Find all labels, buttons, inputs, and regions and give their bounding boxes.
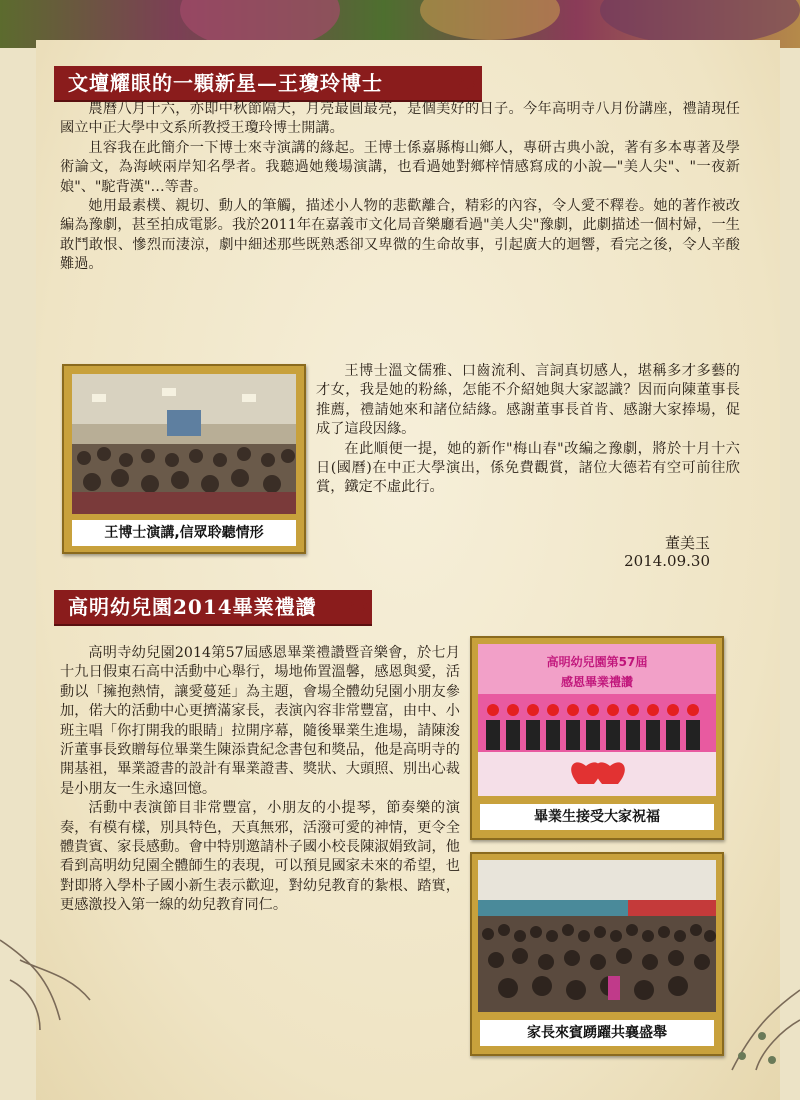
swirl-ornament-icon xyxy=(452,66,482,96)
branch-decoration-right-icon xyxy=(712,960,800,1080)
audience-photo-caption: 家長來賓踴躍共襄盛舉 xyxy=(480,1020,714,1046)
article1-side-text xyxy=(316,362,740,498)
article1-paragraph-2: 且容我在此簡介一下博士來寺演講的緣起。王博士係嘉縣梅山鄉人，專研古典小說，著有多本專著及學術論文，為海峽兩岸知名學者。我聽過她幾場演講，也看過她對鄉梓情感寫成的小說—"美人尖"、"一夜新娘"、"駝背漢"…等書。 xyxy=(60,139,740,195)
article1-author: 董美玉 xyxy=(664,534,710,552)
article1-paragraph-1: 農曆八月十六，亦即中秋節隔天，月亮最圓最亮，是個美好的日子。今年高明寺八月份講座，禮請現任國立中正大學中文系所教授王瓊玲博士開講。 xyxy=(60,101,740,137)
audience-photo-frame xyxy=(470,852,724,1056)
graduation-photo xyxy=(478,644,716,796)
audience-photo xyxy=(478,860,716,1012)
article1-body xyxy=(60,100,740,275)
branch-decoration-left-icon xyxy=(0,920,120,1040)
article2-paragraph-2: 活動中表演節目非常豐富，小朋友的小提琴，節奏樂的演奏，有模有樣，別具特色，天真無邪，活潑可愛的神情，更令全體貴賓、家長感動。會中特別邀請朴子國小校長陳淑娟致詞，他看到高明幼兒園全體師生的表現，可以預見國家未來的希望，也對即將入學朴子國小新生表示歡迎，對幼兒教育的紮根、踏實，更感激投入第一線的幼兒教育同仁。 xyxy=(60,800,460,914)
graduation-photo-caption: 畢業生接受大家祝福 xyxy=(480,804,714,830)
article1-side-paragraph-2: 在此順便一提，她的新作"梅山春"改編之豫劇，將於十月十六日(國曆)在中正大學演出，係免費觀賞，諸位大德若有空可前往欣賞，鐵定不虛此行。 xyxy=(316,440,740,496)
swirl-ornament-icon-2 xyxy=(342,590,372,620)
graduation-banner-text: 高明幼兒園第57屆 xyxy=(546,655,648,669)
article1-date: 2014.09.30 xyxy=(624,552,710,570)
article2-body xyxy=(60,644,460,916)
article2-paragraph-1: 高明寺幼兒園2014第57屆感恩畢業禮讚暨音樂會，於七月十九日假東石高中活動中心舉行，場地佈置溫馨，感恩與愛，活動以「擁抱熱情，讓愛蔓延」為主題，會場全體幼兒園小朋友參加，偌大的活動中心更擠滿家長，表演內容非常豐富，由中、小班主唱「你打開我的眼睛」拉開序幕，隨後畢業生進場，請陳浚沂董事長致贈每位畢業生陳添貴紀念書包和獎品，他是高明寺的開基祖，畢業證書的設計有畢業證書、獎狀、大頭照、別出心裁是小朋友一生永遠回憶。 xyxy=(60,645,460,797)
article1-side-paragraph-1: 王博士溫文儒雅、口齒流利、言詞真切感人，堪稱多才多藝的才女，我是她的粉絲，怎能不介紹她與大家認識？因而向陳董事長推薦，禮請她來和諸位結緣。感謝董事長首肯、感謝大家捧場，促成了這段因緣。 xyxy=(316,363,740,438)
lecture-photo xyxy=(72,374,296,514)
graduation-photo-frame xyxy=(470,636,724,840)
lecture-photo-caption: 王博士演講,信眾聆聽情形 xyxy=(72,520,296,546)
article1-title: 文壇耀眼的一顆新星—王瓊玲博士 xyxy=(54,66,482,100)
lecture-photo-frame xyxy=(62,364,306,554)
article2-title: 高明幼兒園2014畢業禮讚 xyxy=(54,590,372,624)
graduation-banner-text-2: 感恩畢業禮讚 xyxy=(560,675,634,689)
article1-paragraph-3: 她用最素樸、親切、動人的筆觸，描述小人物的悲歡離合，精彩的內容，令人愛不釋卷。她的著作被改編為豫劇，甚至拍成電影。我於2011年在嘉義市文化局音樂廳看過"美人尖"豫劇，此劇描述一個村婦，一生敢鬥敢恨、慘烈而淒涼，劇中細述那些既熟悉卻又卑微的生命故事，引起廣大的迴響，看完之後，令人辛酸難過。 xyxy=(60,198,740,273)
